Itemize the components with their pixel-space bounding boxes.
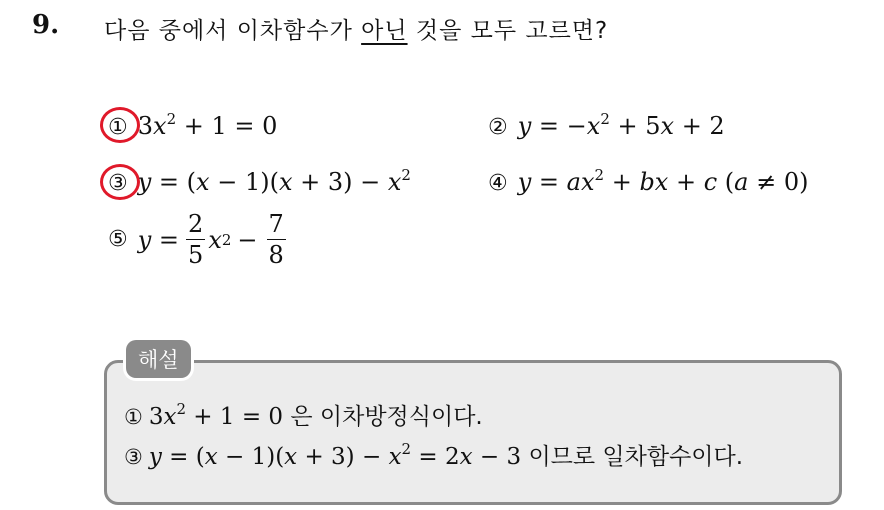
choice-1-number: ① [108,115,128,140]
choice-5-fraction-1-numerator: 2 [188,210,204,238]
question-text-after: 것을 모두 고르면? [407,18,609,44]
choice-4-number: ④ [488,171,508,196]
choice-5-fraction-2-denominator: 8 [268,241,284,269]
choice-3-expression: $y = (x - 1)(x + 3) - x^2$ [137,166,411,196]
choice-5-number: ⑤ [108,227,128,252]
choice-4[interactable] [488,168,808,196]
question-text-before: 다음 중에서 이차함수가 [104,18,362,44]
solution-line-1-expression: $3x^2 + 1 = 0$ [148,400,284,430]
question-number: 9. [32,10,60,40]
solution-line-1 [124,398,483,431]
solution-line-2-number: ③ [124,445,143,469]
choice-5-fraction-1 [186,212,205,267]
choice-4-expression: $y = ax^2$ + bx + c (a ≠ 0) [517,166,809,196]
choice-5-fraction-2 [267,212,286,267]
choice-2[interactable] [488,112,725,140]
solution-line-2-text: 이므로 일차함수이다. [521,444,744,470]
choice-5-variable: x [208,225,222,254]
choice-5-fraction-2-numerator: 7 [268,210,284,238]
solution-line-1-number: ① [124,405,143,429]
question-text-underlined: 아닌 [361,18,408,44]
choice-5[interactable]: ⑤ y = $\frac{2}{5}$ x 2 − $\frac{7}{8}$ [108,210,284,269]
choice-2-number: ② [488,115,508,140]
choice-1-expression: $3x^2 + 1 = 0$ [137,110,278,140]
solution-line-2-expression: $y = (x - 1)(x + 3) - x^2 = 2x - 3$ [148,440,522,470]
choice-3-number: ③ [108,171,128,196]
choice-5-fraction-1-denominator: 5 [188,241,204,269]
choice-1[interactable] [108,112,277,140]
solution-line-2 [124,438,743,471]
solution-label: 해설 [126,340,191,378]
choice-2-expression: $y = -x^2 + 5x + 2$ [517,110,725,140]
choice-3[interactable] [108,168,411,196]
solution-box [104,360,842,505]
question-text [104,12,608,45]
solution-line-1-text: 은 이차방정식이다. [283,404,483,430]
choice-5-operator: − [237,225,258,254]
choice-5-lhs: y = [137,225,180,254]
